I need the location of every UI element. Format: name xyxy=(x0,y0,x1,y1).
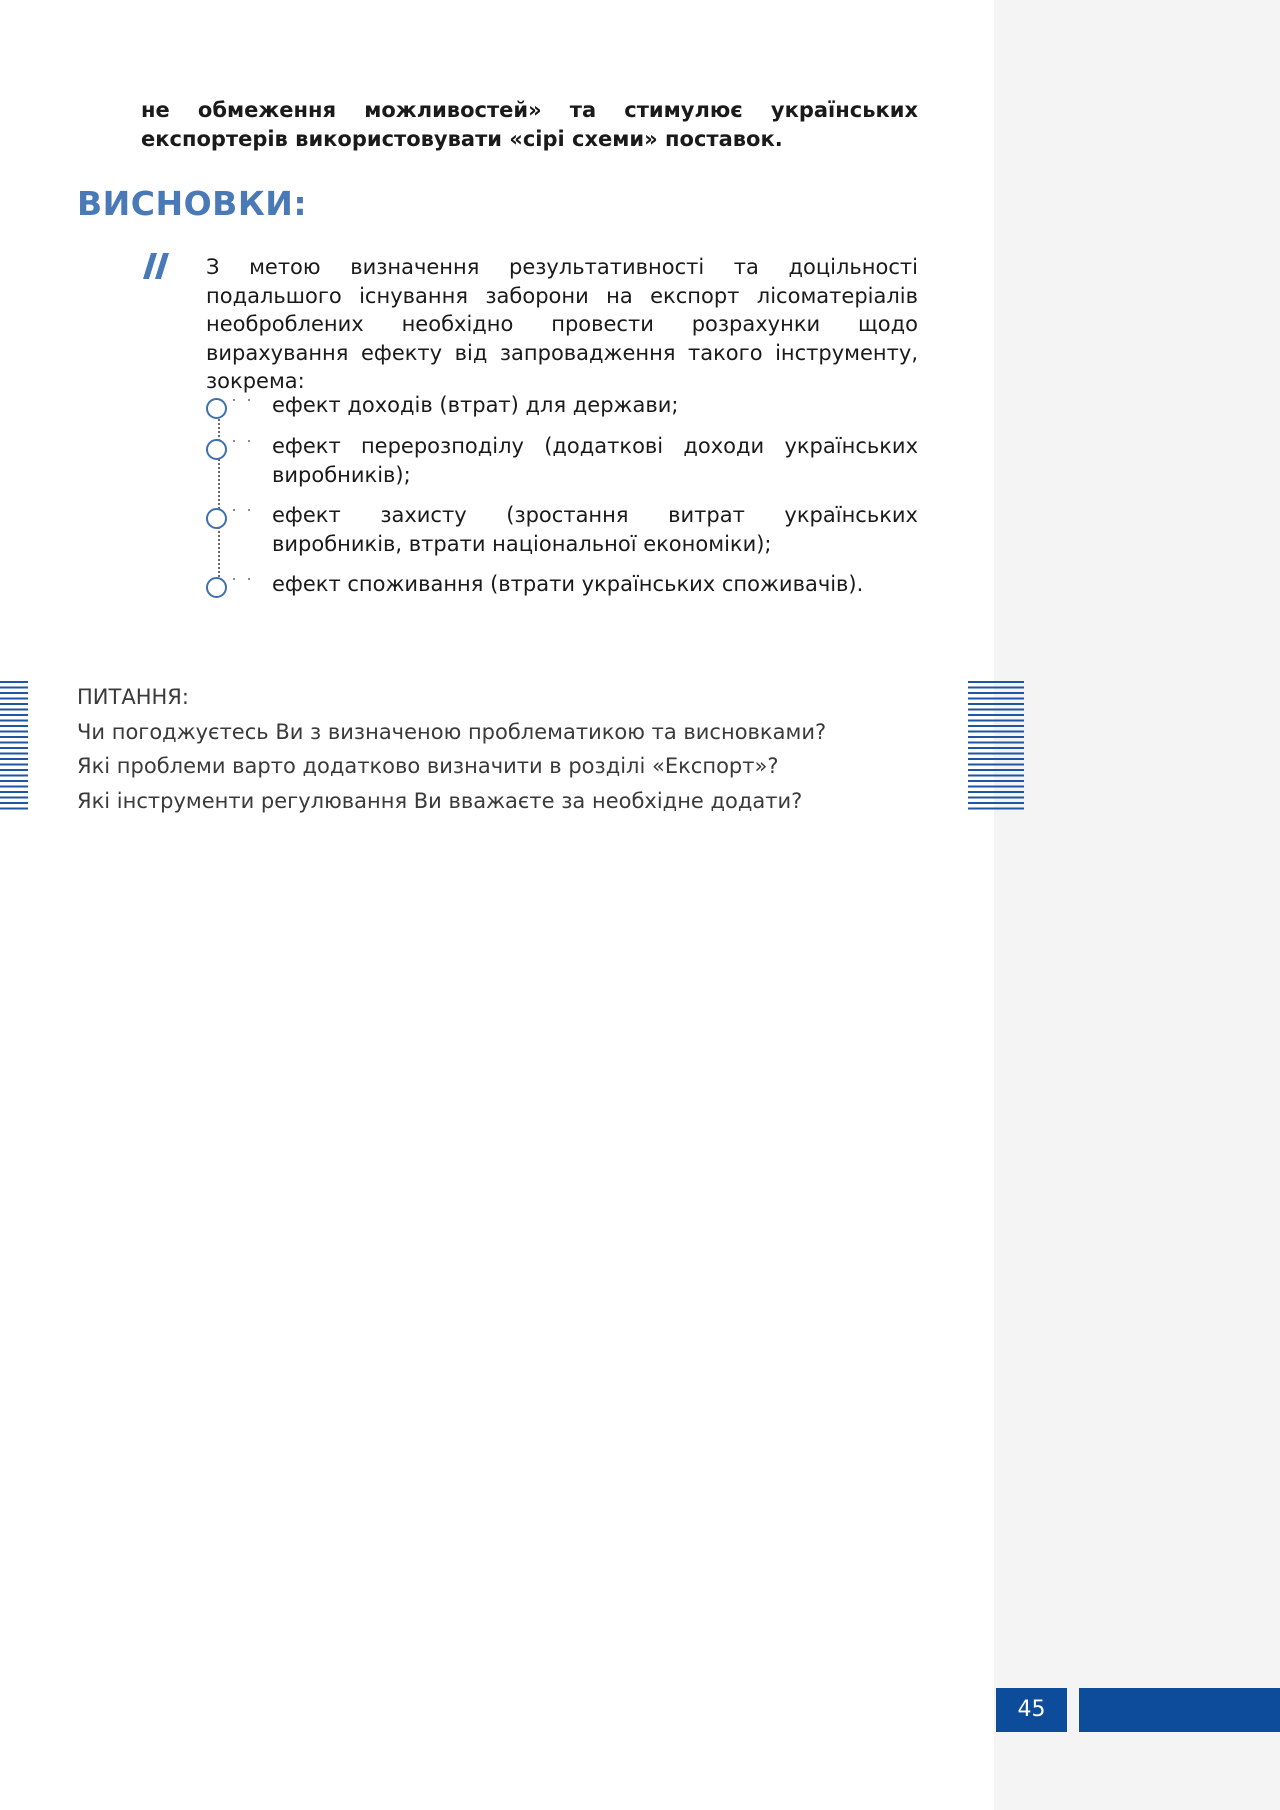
dotted-leader xyxy=(229,509,253,513)
questions-block xyxy=(77,680,957,818)
question-item: Чи погоджуєтесь Ви з визначеною проблематикою та висновками? xyxy=(77,719,827,744)
list-item-text: ефект доходів (втрат) для держави; xyxy=(272,393,679,417)
list-item-text: ефект захисту (зростання витрат українських виробників, втрати національної економіки); xyxy=(272,503,918,556)
circle-bullet-icon xyxy=(206,508,227,529)
list-item-text: ефект перерозподілу (додаткові доходи українських виробників); xyxy=(272,434,918,487)
right-sidebar-panel xyxy=(994,0,1280,1810)
dotted-leader xyxy=(229,578,253,582)
circle-bullet-icon xyxy=(206,398,227,419)
right-stripes-decoration xyxy=(968,681,1024,813)
double-slash-quote-icon xyxy=(142,250,172,282)
left-stripes-decoration xyxy=(0,681,28,813)
list-item-text: ефект споживання (втрати українських споживачів). xyxy=(272,572,864,596)
lead-paragraph: не обмеження можливостей» та стимулює українських експортерів використовувати «сірі схеми» поставок. xyxy=(141,98,918,151)
circle-bullet-icon xyxy=(206,577,227,598)
dotted-leader xyxy=(229,440,253,444)
questions-heading: ПИТАННЯ: xyxy=(77,685,189,709)
dotted-leader xyxy=(229,399,253,403)
page-number: 45 xyxy=(996,1688,1067,1732)
question-item: Які інструменти регулювання Ви вважаєте за необхідне додати? xyxy=(77,788,803,813)
circle-bullet-icon xyxy=(206,439,227,460)
page-footer-bar xyxy=(1079,1688,1280,1732)
section-intro-paragraph: З метою визначення результативності та доцільності подальшого існування заборони на експорт лісоматеріалів необроблених необхідно провести розрахунки щодо вирахування ефекту від запровадження такого інструменту, зокрема: xyxy=(206,255,918,393)
question-item: Які проблеми варто додатково визначити в розділі «Експорт»? xyxy=(77,754,779,778)
section-title: ВИСНОВКИ: xyxy=(77,184,308,223)
